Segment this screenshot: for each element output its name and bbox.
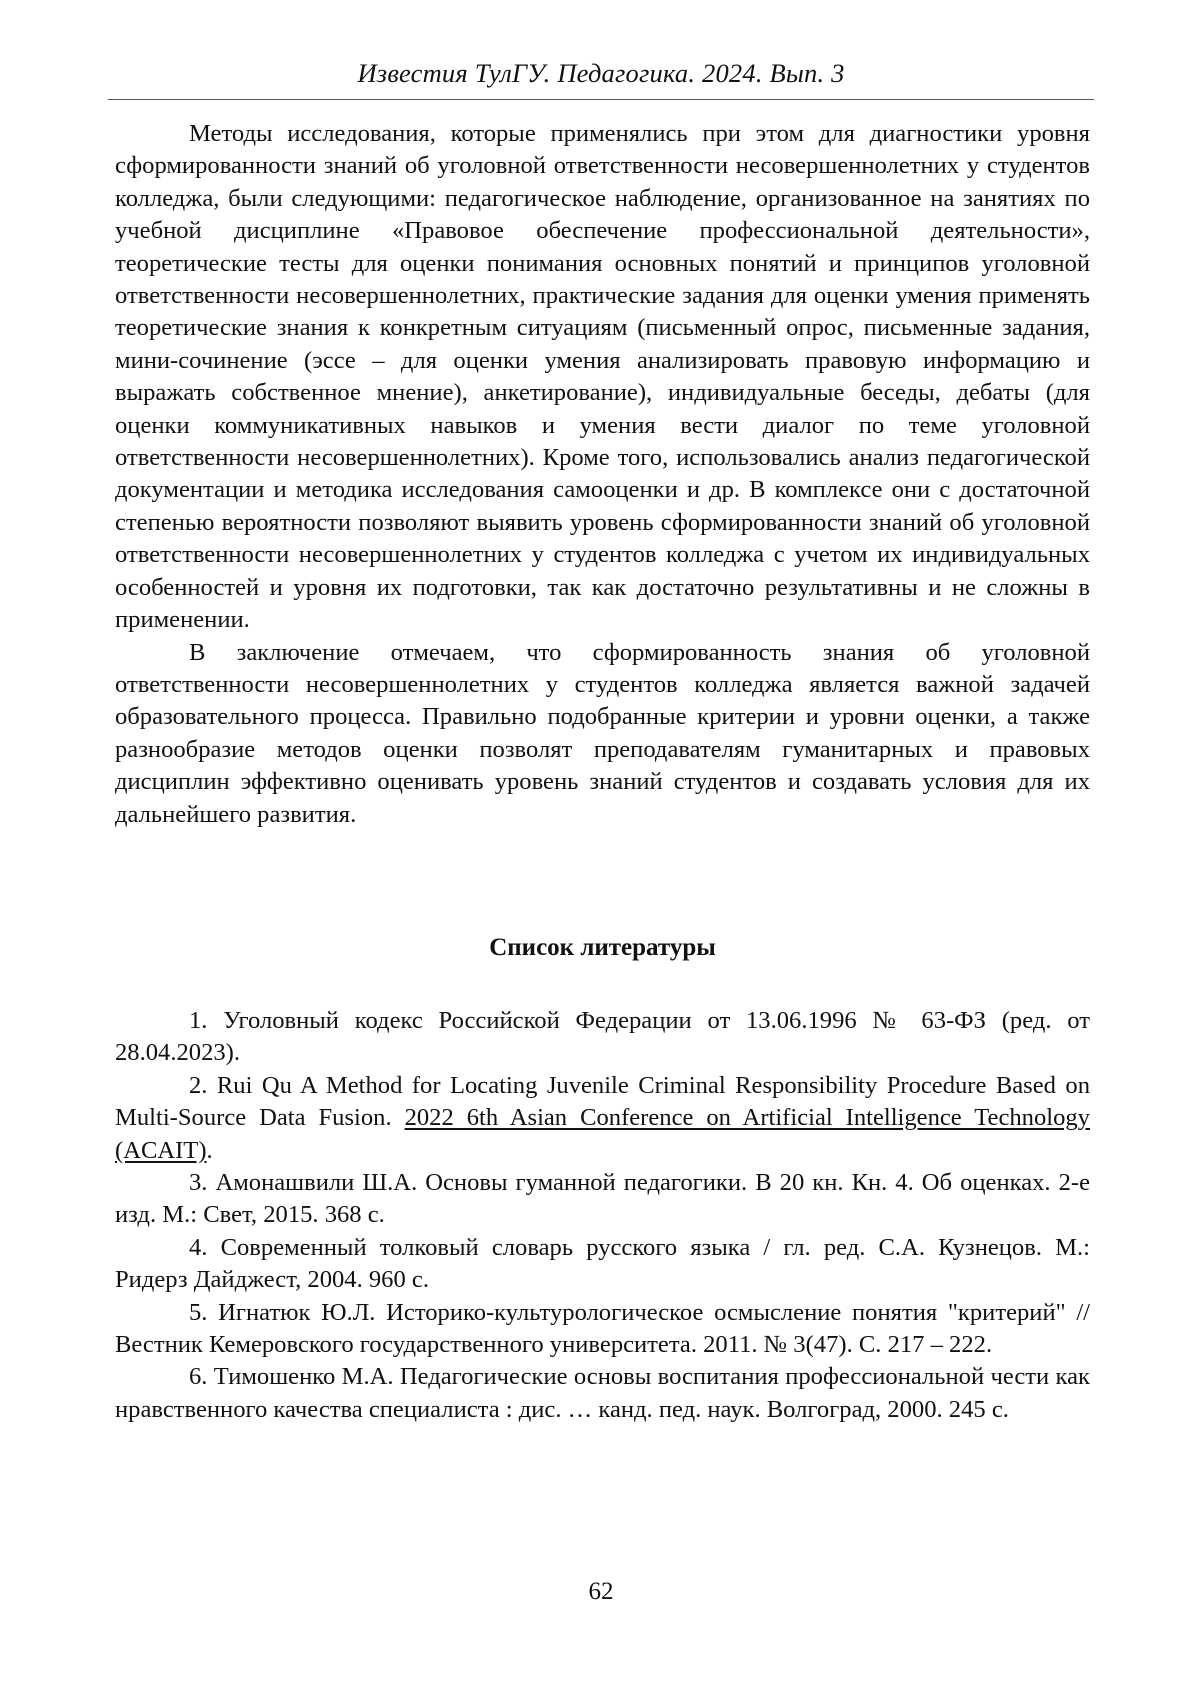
references-heading: Список литературы <box>489 934 716 961</box>
reference-text: 4. Современный толковый словарь русского языка / гл. ред. С.А. Кузнецов. М.: Ридерз Дайджест, 2004. 960 с. <box>115 1233 1090 1294</box>
reference-item-6 <box>115 1361 1090 1426</box>
reference-suffix: . <box>206 1136 213 1164</box>
body-paragraph-conclusion: В заключение отмечаем, что сформированность знания об уголовной ответственности несовершеннолетних у студентов колледжа является важной задачей образовательного процесса. Правильно подобранные критерии и уровни оценки, а также разнообразие методов оценки позволят преподавателям гуманитарных и правовых дисциплин эффективно оценивать уровень знаний студентов и создавать условия для их дальнейшего развития. <box>115 638 1090 828</box>
reference-item-5 <box>115 1297 1090 1362</box>
reference-text: 3. Амонашвили Ш.А. Основы гуманной педагогики. В 20 кн. Кн. 4. Об оценках. 2-е изд. М.: Свет, 2015. 368 с. <box>115 1169 1090 1229</box>
running-header: Известия ТулГУ. Педагогика. 2024. Вып. 3 <box>357 58 845 88</box>
header-rule <box>108 99 1094 100</box>
reference-item-2 <box>115 1070 1090 1167</box>
body-text <box>115 118 1090 831</box>
references-list <box>115 1005 1090 1426</box>
reference-link[interactable]: 2022 6th Asian Conference on Artificial Intelligence Technology (ACAIT) <box>115 1104 1090 1164</box>
reference-text: 5. Игнатюк Ю.Л. Историко-культурологическое осмысление понятия "критерий" // Вестник Кемеровского государственного университета. 2011. № 3(47). С. 217 – 222. <box>115 1298 1090 1359</box>
reference-item-1 <box>115 1005 1090 1070</box>
page-number: 62 <box>588 1578 614 1605</box>
body-paragraph-methods: Методы исследования, которые применялись при этом для диагностики уровня сформированности знаний об уголовной ответственности несовершеннолетних у студентов колледжа, были следующими: педагогическое наблюдение, организованное на занятиях по учебной дисциплине «Правовое обеспечение профессиональной деятельности», теоретические тесты для оценки понимания основных понятий и принципов уголовной ответственности несовершеннолетних, практические задания для оценки умения применять теоретические знания к конкретным ситуациям (письменный опрос, письменные задания, мини-сочинение (эссе – для оценки умения анализировать правовую информацию и выражать собственное мнение), анкетирование), индивидуальные беседы, дебаты (для оценки коммуникативных навыков и умения вести диалог по теме уголовной ответственности несовершеннолетних). Кроме того, использовались анализ педагогической документации и методика исследования самооценки и др. В комплексе они с достаточной степенью вероятности позволяют выявить уровень сформированности знаний об уголовной ответственности несовершеннолетних у студентов колледжа с учетом их индивидуальных особенностей и уровня их подготовки, так как достаточно результативны и не сложны в применении. <box>115 120 1090 634</box>
reference-item-4 <box>115 1232 1090 1297</box>
reference-text: 6. Тимошенко М.А. Педагогические основы воспитания профессиональной чести как нравственного качества специалиста : дис. … канд. пед. наук. Волгоград, 2000. 245 с. <box>115 1363 1090 1423</box>
reference-text: 1. Уголовный кодекс Российской Федерации от 13.06.1996 № 63-ФЗ (ред. от 28.04.2023). <box>115 1007 1090 1067</box>
reference-item-3 <box>115 1167 1090 1232</box>
reference-text: 2. Rui Qu A Method for Locating Juvenile Criminal Responsibility Procedure Based on Multi-Source Data Fusion. <box>115 1071 1090 1132</box>
